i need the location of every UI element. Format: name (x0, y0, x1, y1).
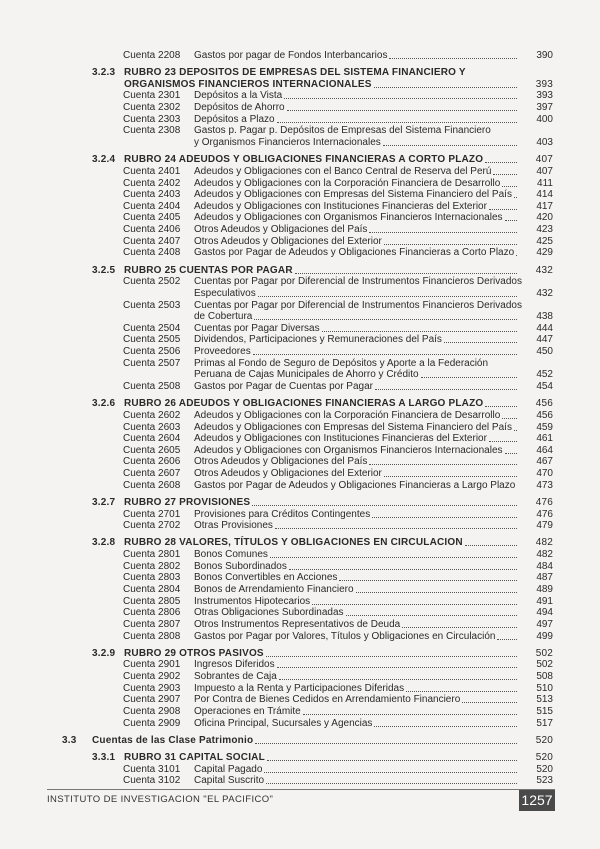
entry-title: Cuentas por Pagar por Diferencial de Instrumentos Financieros Derivados (194, 299, 522, 311)
toc-account-row (0, 90, 600, 102)
toc-account-row (0, 137, 600, 149)
account-code: Cuenta 2407 (123, 235, 181, 247)
entry-title: Adeudos y Obligaciones con la Corporación Financiera de Desarrollo (194, 409, 501, 421)
dot-leader (303, 714, 517, 715)
page-ref: 411 (537, 177, 553, 189)
entry-title: Gastos por Pagar de Cuentas por Pagar (194, 381, 373, 393)
page-ref: 454 (536, 381, 553, 393)
toc-account-row (0, 311, 600, 323)
dot-leader (266, 783, 517, 784)
entry-title: RUBRO 24 ADEUDOS Y OBLIGACIONES FINANCIERAS A CORTO PLAZO (124, 154, 484, 166)
dot-leader (312, 604, 517, 605)
account-code: Cuenta 2302 (123, 102, 181, 114)
toc-account-row (0, 166, 600, 178)
page-ref: 479 (536, 520, 553, 532)
dot-leader (295, 273, 517, 274)
toc-section-row (0, 648, 600, 660)
page-ref: 452 (536, 369, 553, 381)
dot-leader (421, 377, 517, 378)
entry-title: Cuentas por Pagar Diversas (194, 322, 320, 334)
page-ref: 444 (536, 322, 553, 334)
page-ref: 494 (536, 607, 553, 619)
toc-account-row (0, 584, 600, 596)
toc-account-row (0, 358, 600, 370)
page-ref: 400 (536, 113, 553, 125)
page-ref: 461 (536, 433, 553, 445)
entry-title: Ingresos Diferidos (194, 659, 275, 671)
toc-account-row (0, 659, 600, 671)
dot-leader (485, 162, 517, 163)
dot-leader (369, 232, 517, 233)
entry-title: Bonos de Arrendamiento Financiero (194, 583, 354, 595)
account-code: Cuenta 2908 (123, 705, 181, 717)
account-code: Cuenta 2505 (123, 334, 181, 346)
toc-account-row (0, 561, 600, 573)
entry-title: Gastos por Pagar de Adeudos y Obligaciones Financieras a Largo Plazo (194, 479, 516, 491)
entry-title: Capital Suscrito (194, 775, 265, 787)
toc-account-row (0, 288, 600, 300)
dot-leader (369, 464, 517, 465)
dot-leader (502, 418, 517, 419)
dot-leader (384, 244, 517, 245)
toc-section-row (0, 154, 600, 166)
toc-account-row (0, 346, 600, 358)
dot-leader (252, 505, 517, 506)
toc-account-row (0, 369, 600, 381)
entry-title: RUBRO 26 ADEUDOS Y OBLIGACIONES FINANCIERAS A LARGO PLAZO (124, 398, 484, 410)
page-ref: 476 (536, 508, 553, 520)
toc-account-row (0, 596, 600, 608)
entry-title: Oficina Principal, Sucursales y Agencias (194, 717, 373, 729)
section-number: 3.2.5 (92, 264, 116, 276)
entry-title: Gastos por Pagar de Adeudos y Obligaciones Financieras a Corto Plazo (194, 247, 515, 259)
toc-account-row (0, 468, 600, 480)
account-code: Cuenta 2604 (123, 433, 181, 445)
toc-account-row (0, 445, 600, 457)
page-ref: 420 (536, 212, 553, 224)
entry-title: RUBRO 25 CUENTAS POR PAGAR (124, 264, 293, 276)
entry-title: Cuentas por Pagar por Diferencial de Instrumentos Financieros Derivados (194, 276, 522, 288)
section-number: 3.2.4 (92, 154, 116, 166)
page-ref: 403 (536, 137, 553, 149)
entry-title: Otras Obligaciones Subordinadas (194, 607, 344, 619)
page-ref: 508 (536, 671, 553, 682)
page-ref: 470 (536, 468, 553, 480)
footer-publisher: INSTITUTO DE INVESTIGACION "EL PACIFICO" (47, 794, 274, 805)
account-code: Cuenta 2408 (123, 247, 181, 259)
toc-account-row (0, 775, 600, 787)
entry-title: Capital Pagado (194, 763, 263, 775)
toc-account-row (0, 178, 600, 190)
page-ref: 482 (535, 537, 553, 549)
entry-title: Proveedores (194, 346, 251, 358)
dot-leader (389, 58, 517, 59)
section-number: 3.2.3 (92, 67, 116, 79)
entry-title: Otros Adeudos y Obligaciones del Exterior (194, 235, 382, 247)
toc-account-row (0, 125, 600, 137)
toc-section-row (0, 398, 600, 410)
page-ref: 414 (536, 189, 553, 201)
entry-title: RUBRO 27 PROVISIONES (124, 496, 251, 508)
page-ref: 438 (536, 311, 553, 323)
entry-title: Especulativos (194, 287, 256, 299)
toc-account-row (0, 114, 600, 126)
account-code: Cuenta 2701 (123, 508, 181, 520)
account-code: Cuenta 2607 (123, 468, 181, 480)
entry-title: Depósitos a Plazo (194, 113, 275, 125)
toc-account-row (0, 694, 600, 706)
toc-account-row (0, 422, 600, 434)
section-number: 3.2.7 (92, 496, 116, 508)
entry-title: Cuentas de las Clase Patrimonio (92, 734, 254, 746)
entry-title: ORGANISMOS FINANCIEROS INTERNACIONALES (124, 78, 372, 90)
toc-account-row (0, 276, 600, 288)
entry-title: Adeudos y Obligaciones con Organismos Financieros Internacionales (194, 212, 503, 224)
entry-title: Operaciones en Trámite (194, 705, 301, 717)
dot-leader (505, 453, 517, 454)
toc-account-row (0, 764, 600, 776)
dot-leader (255, 743, 517, 744)
account-code: Cuenta 2902 (123, 671, 181, 682)
entry-title: Adeudos y Obligaciones con Organismos Financieros Internacionales (194, 444, 503, 456)
page-ref: 390 (536, 50, 553, 61)
page-ref: 520 (535, 751, 553, 763)
dot-leader (514, 430, 517, 431)
toc-account-row (0, 631, 600, 643)
account-code: Cuenta 2208 (123, 50, 181, 61)
account-code: Cuenta 2301 (123, 90, 181, 102)
page-ref: 456 (536, 409, 553, 421)
dot-leader (383, 145, 517, 146)
account-code: Cuenta 2804 (123, 583, 181, 595)
page-ref: 489 (536, 583, 553, 595)
toc-section-row (0, 79, 600, 91)
account-code: Cuenta 2506 (123, 346, 181, 358)
dot-leader (406, 691, 517, 692)
account-code: Cuenta 2605 (123, 444, 181, 456)
page-ref: 502 (536, 659, 553, 671)
dot-leader (444, 342, 517, 343)
dot-leader (277, 667, 517, 668)
entry-title: Adeudos y Obligaciones con Empresas del Sistema Financiero del País (194, 189, 512, 201)
toc-account-row (0, 381, 600, 393)
dot-leader (253, 354, 517, 355)
page-ref: 499 (536, 630, 553, 642)
page-ref: 502 (535, 647, 553, 659)
entry-title: Bonos Comunes (194, 549, 268, 560)
page-ref: 407 (536, 165, 553, 177)
toc-account-row (0, 572, 600, 584)
toc-account-row (0, 236, 600, 248)
entry-title: Sobrantes de Caja (194, 671, 277, 682)
toc-account-row (0, 224, 600, 236)
page-ref: 450 (536, 346, 553, 358)
toc-account-row (0, 50, 600, 62)
toc-section-row (0, 735, 600, 747)
section-number: 3.2.6 (92, 398, 116, 410)
dot-leader (267, 760, 517, 761)
page-ref: 393 (535, 78, 553, 90)
dot-leader (322, 331, 517, 332)
toc-account-row (0, 718, 600, 730)
section-number: 3.2.9 (92, 647, 116, 659)
dot-leader (489, 209, 517, 210)
entry-title: Adeudos y Obligaciones con Empresas del Sistema Financiero del País (194, 421, 512, 433)
dot-leader (275, 528, 517, 529)
account-code: Cuenta 2403 (123, 189, 181, 201)
account-code: Cuenta 2503 (123, 299, 181, 311)
toc-account-row (0, 480, 600, 492)
entry-title: Adeudos y Obligaciones con el Banco Central de Reserva del Perú (194, 165, 492, 177)
toc-section-row (0, 497, 600, 509)
entry-title: Primas al Fondo de Seguro de Depósitos y Aporte a la Federación (194, 357, 489, 369)
entry-title: RUBRO 29 OTROS PASIVOS (124, 647, 264, 659)
section-number: 3.3.1 (92, 751, 116, 763)
account-code: Cuenta 2405 (123, 212, 181, 224)
page-ref: 447 (536, 334, 553, 346)
account-code: Cuenta 2508 (123, 381, 181, 393)
dot-leader (374, 87, 517, 88)
entry-title: Impuesto a la Renta y Participaciones Diferidas (194, 682, 405, 694)
dot-leader (346, 615, 517, 616)
dot-leader (402, 627, 517, 628)
account-code: Cuenta 2602 (123, 409, 181, 421)
dot-leader (284, 98, 517, 99)
page-ref: 456 (535, 398, 553, 410)
dot-leader (465, 545, 517, 546)
entry-title: Instrumentos Hipotecarios (194, 595, 311, 607)
entry-title: Dividendos, Participaciones y Remuneraciones del País (194, 334, 442, 346)
entry-title: Adeudos y Obligaciones con Instituciones Financieras del Exterior (194, 200, 487, 212)
page-ref: 473 (536, 479, 553, 491)
dot-leader (254, 319, 517, 320)
dot-leader (279, 679, 517, 680)
dot-leader (516, 255, 517, 256)
page-ref: 407 (535, 154, 553, 166)
toc-section-row (0, 752, 600, 764)
toc-account-row (0, 433, 600, 445)
account-code: Cuenta 2507 (123, 357, 181, 369)
page-ref: 510 (536, 682, 553, 694)
entry-title: Por Contra de Bienes Cedidos en Arrendamiento Financiero (194, 694, 461, 706)
toc-account-row (0, 619, 600, 631)
entry-title: RUBRO 28 VALORES, TÍTULOS Y OBLIGACIONES EN CIRCULACION (124, 537, 463, 549)
account-code: Cuenta 2402 (123, 177, 181, 189)
entry-title: Otros Adeudos y Obligaciones del País (194, 224, 368, 236)
account-code: Cuenta 2502 (123, 276, 181, 288)
account-code: Cuenta 2807 (123, 618, 181, 630)
toc-account-row (0, 102, 600, 114)
entry-title: Gastos p. Pagar p. Depósitos de Empresas del Sistema Financiero (194, 125, 491, 137)
dot-leader (264, 772, 517, 773)
toc-account-row (0, 683, 600, 695)
toc-account-row (0, 334, 600, 346)
account-code: Cuenta 2801 (123, 549, 181, 560)
dot-leader (384, 476, 517, 477)
account-code: Cuenta 2702 (123, 520, 181, 532)
page-ref: 432 (536, 287, 553, 299)
account-code: Cuenta 3101 (123, 763, 181, 775)
toc-account-row (0, 212, 600, 224)
dot-leader (287, 110, 517, 111)
account-code: Cuenta 2308 (123, 125, 181, 137)
page-ref: 520 (535, 734, 553, 746)
toc-account-row (0, 323, 600, 335)
account-code: Cuenta 2901 (123, 659, 181, 671)
account-code: Cuenta 2806 (123, 607, 181, 619)
entry-title: y Organismos Financieros Internacionales (194, 137, 381, 149)
account-code: Cuenta 2401 (123, 165, 181, 177)
account-code: Cuenta 2608 (123, 479, 181, 491)
footer-rule (47, 789, 555, 790)
dot-leader (266, 656, 517, 657)
toc-section-row (0, 265, 600, 277)
toc-account-row (0, 410, 600, 422)
entry-title: Adeudos y Obligaciones con Instituciones Financieras del Exterior (194, 433, 487, 445)
account-code: Cuenta 2909 (123, 717, 181, 729)
toc-section-row (0, 67, 600, 79)
account-code: Cuenta 2504 (123, 322, 181, 334)
entry-title: Otros Adeudos y Obligaciones del Exterior (194, 468, 382, 480)
section-number: 3.2.8 (92, 537, 116, 549)
dot-leader (270, 557, 517, 558)
toc-account-row (0, 300, 600, 312)
dot-leader (485, 406, 517, 407)
entry-title: de Cobertura (194, 311, 253, 323)
page-ref: 432 (535, 264, 553, 276)
entry-title: Gastos por pagar de Fondos Interbancarios (194, 50, 388, 61)
dot-leader (493, 174, 517, 175)
page-ref: 491 (536, 595, 553, 607)
page-ref: 464 (536, 444, 553, 456)
toc-account-row (0, 706, 600, 718)
dot-leader (339, 580, 517, 581)
entry-title: Otras Provisiones (194, 520, 273, 532)
account-code: Cuenta 2606 (123, 456, 181, 468)
page-ref: 397 (536, 102, 553, 114)
entry-title: RUBRO 23 DEPOSITOS DE EMPRESAS DEL SISTEMA FINANCIERO Y (124, 67, 466, 79)
toc-account-row (0, 201, 600, 213)
dot-leader (372, 517, 517, 518)
toc-account-row (0, 509, 600, 521)
toc-account-row (0, 671, 600, 683)
entry-title: Adeudos y Obligaciones con la Corporación Financiera de Desarrollo (194, 177, 501, 189)
dot-leader (375, 389, 517, 390)
page-ref: 523 (536, 775, 553, 787)
dot-leader (502, 186, 517, 187)
entry-title: Depósitos de Ahorro (194, 102, 285, 114)
page-ref: 497 (536, 618, 553, 630)
dot-leader (505, 220, 517, 221)
dot-leader (462, 702, 517, 703)
toc-account-row (0, 520, 600, 532)
entry-title: Gastos por Pagar por Valores, Títulos y Obligaciones en Circulación (194, 630, 496, 642)
dot-leader (356, 592, 517, 593)
account-code: Cuenta 2404 (123, 200, 181, 212)
account-code: Cuenta 2803 (123, 572, 181, 584)
page-ref: 487 (536, 572, 553, 584)
page-ref: 513 (536, 694, 553, 706)
dot-leader (489, 441, 517, 442)
account-code: Cuenta 2805 (123, 595, 181, 607)
dot-leader (497, 639, 517, 640)
account-code: Cuenta 3102 (123, 775, 181, 787)
account-code: Cuenta 2603 (123, 421, 181, 433)
entry-title: Provisiones para Créditos Contingentes (194, 508, 371, 520)
entry-title: Bonos Subordinados (194, 560, 287, 572)
entry-title: Otros Instrumentos Representativos de Deuda (194, 618, 401, 630)
entry-title: Otros Adeudos y Obligaciones del País (194, 456, 368, 468)
page-ref: 482 (536, 549, 553, 560)
chapter-number: 3.3 (62, 734, 77, 746)
account-code: Cuenta 2907 (123, 694, 181, 706)
account-code: Cuenta 2802 (123, 560, 181, 572)
account-code: Cuenta 2808 (123, 630, 181, 642)
page-ref: 417 (536, 200, 553, 212)
entry-title: Bonos Convertibles en Acciones (194, 572, 338, 584)
entry-title: RUBRO 31 CAPITAL SOCIAL (124, 751, 265, 763)
page-number-badge: 1257 (519, 790, 555, 811)
toc-account-row (0, 247, 600, 259)
page-ref: 467 (536, 456, 553, 468)
toc-section-row (0, 537, 600, 549)
entry-title: Peruana de Cajas Municipales de Ahorro y Crédito (194, 369, 419, 381)
dot-leader (514, 197, 517, 198)
page-ref: 429 (536, 247, 553, 259)
page-ref: 423 (536, 224, 553, 236)
toc-account-row (0, 607, 600, 619)
page-ref: 515 (536, 705, 553, 717)
dot-leader (258, 296, 517, 297)
page-ref: 459 (536, 421, 553, 433)
dot-leader (289, 569, 517, 570)
page-ref: 484 (536, 560, 553, 572)
dot-leader (374, 726, 517, 727)
entry-title: Depósitos a la Vista (194, 90, 283, 102)
toc-account-row (0, 189, 600, 201)
page-ref: 476 (535, 496, 553, 508)
page-ref: 393 (536, 90, 553, 102)
toc-account-row (0, 456, 600, 468)
account-code: Cuenta 2406 (123, 224, 181, 236)
dot-leader (277, 122, 517, 123)
toc-account-row (0, 549, 600, 561)
page-ref: 425 (536, 235, 553, 247)
page-ref: 517 (536, 717, 553, 729)
page-ref: 520 (536, 763, 553, 775)
account-code: Cuenta 2903 (123, 682, 181, 694)
account-code: Cuenta 2303 (123, 113, 181, 125)
